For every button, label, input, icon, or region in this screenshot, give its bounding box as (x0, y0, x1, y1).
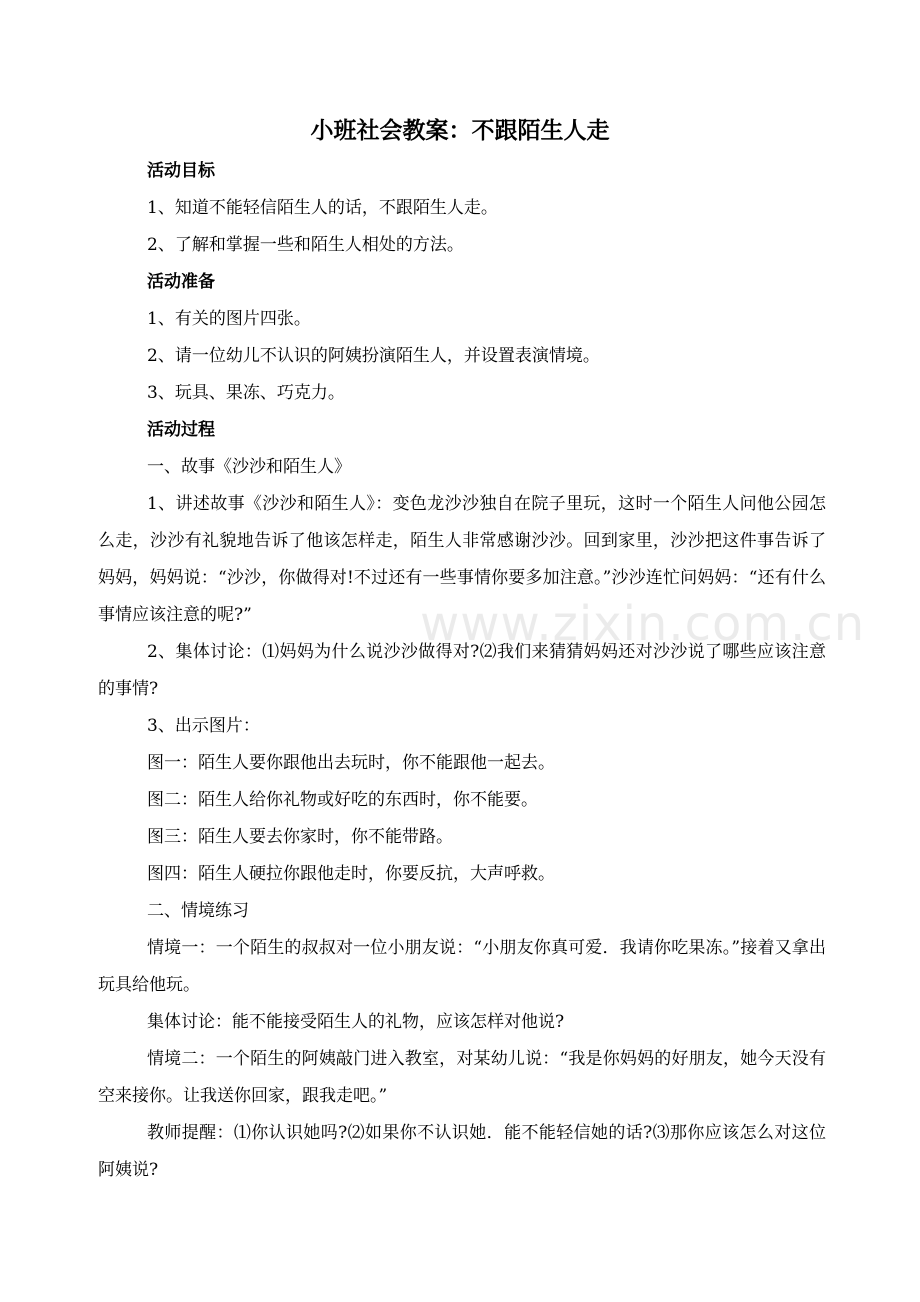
body-paragraph: 3、玩具、果冻、巧克力。 (147, 383, 345, 403)
body-paragraph: 图四：陌生人硬拉你跟他走时，你要反抗，大声呼救。 (147, 864, 555, 884)
body-paragraph: 图二：陌生人给你礼物或好吃的东西时，你不能要。 (147, 790, 538, 810)
body-paragraph: 2、请一位幼儿不认识的阿姨扮演陌生人，并设置表演情境。 (147, 346, 600, 366)
body-paragraph: 1、讲述故事《沙沙和陌生人》：变色龙沙沙独自在院子里玩，这时一个陌生人问他公园怎么走，沙沙有礼貌地告诉了他该怎样走，陌生人非常感谢沙沙。回到家里，沙沙把这件事告诉了妈妈，妈妈说：“沙沙，你做得对!不过还有一些事情你要多加注意。”沙沙连忙问妈妈：“还有什么事情应该注意的呢?” (98, 494, 826, 625)
document-title: 小班社会教案：不跟陌生人走 (310, 117, 610, 144)
body-paragraph: 二、情境练习 (147, 901, 249, 921)
section-heading: 活动目标 (147, 161, 215, 181)
body-paragraph: 情境一：一个陌生的叔叔对一位小朋友说：“小朋友你真可爱．我请你吃果冻。”接着又拿出玩具给他玩。 (98, 938, 826, 995)
section-heading: 活动过程 (147, 420, 215, 440)
body-paragraph: 情境二：一个陌生的阿姨敲门进入教室，对某幼儿说：“我是你妈妈的好朋友，她今天没有空来接你。让我送你回家，跟我走吧。” (98, 1049, 826, 1106)
body-paragraph: 图一：陌生人要你跟他出去玩时，你不能跟他一起去。 (147, 753, 555, 773)
section-heading: 活动准备 (147, 272, 215, 292)
document-body (98, 153, 826, 1189)
watermark: www.zixin.com.cn (420, 596, 866, 652)
body-paragraph: 教师提醒：⑴你认识她吗?⑵如果你不认识她．能不能轻信她的话?⑶那你应该怎么对这位阿姨说? (98, 1123, 826, 1180)
body-paragraph: 2、了解和掌握一些和陌生人相处的方法。 (147, 235, 464, 255)
body-paragraph: 集体讨论：能不能接受陌生人的礼物，应该怎样对他说? (147, 1012, 565, 1032)
body-paragraph: 1、知道不能轻信陌生人的话，不跟陌生人走。 (147, 198, 498, 218)
body-paragraph: 2、集体讨论：⑴妈妈为什么说沙沙做得对?⑵我们来猜猜妈妈还对沙沙说了哪些应该注意的事情? (98, 642, 826, 699)
body-paragraph: 图三：陌生人要去你家时，你不能带路。 (147, 827, 453, 847)
body-paragraph: 1、有关的图片四张。 (147, 309, 311, 329)
body-paragraph: 一、故事《沙沙和陌生人》 (147, 457, 351, 477)
body-paragraph: 3、出示图片： (147, 716, 260, 736)
